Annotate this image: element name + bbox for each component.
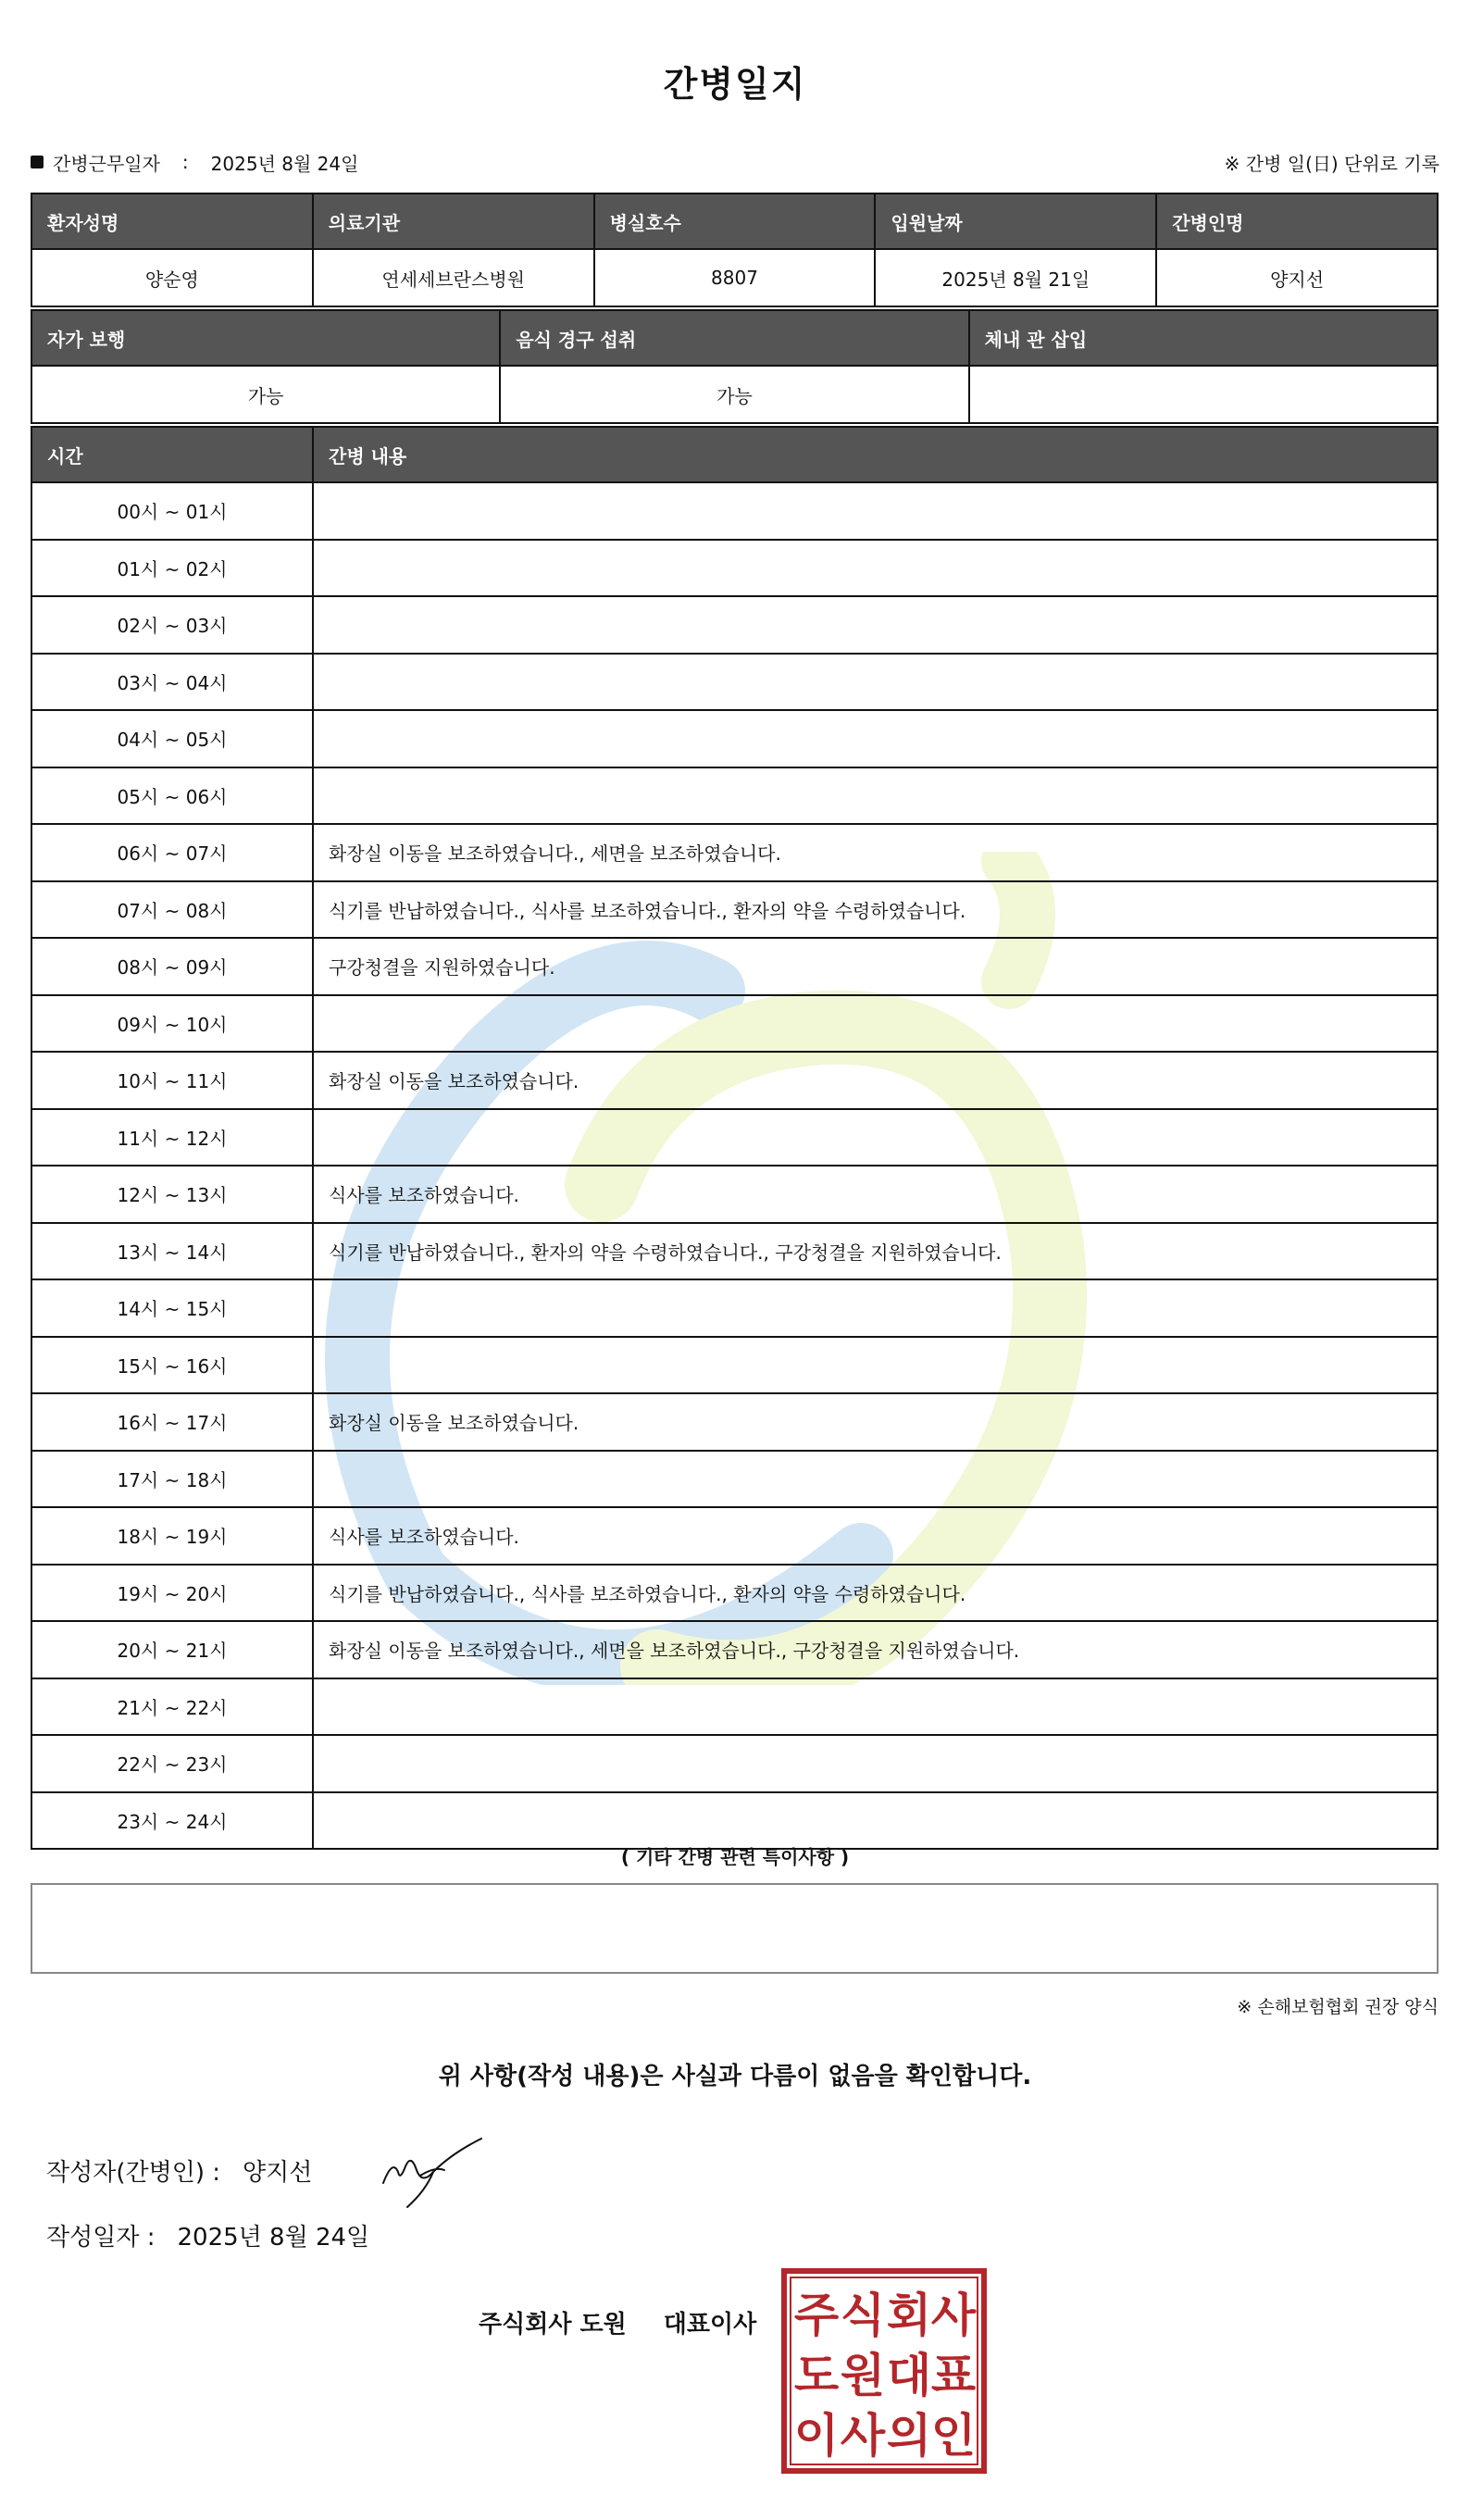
time-cell: 15시 ~ 16시: [31, 1337, 313, 1394]
content-cell: 화장실 이동을 보조하였습니다., 세면을 보조하였습니다.: [313, 824, 1438, 881]
content-cell: [313, 540, 1438, 597]
table-row: [31, 824, 1438, 881]
table-row: [31, 1223, 1438, 1280]
content-cell: [313, 1451, 1438, 1508]
document-title: 간병일지: [663, 64, 807, 105]
time-cell: 02시 ~ 03시: [31, 596, 313, 654]
daily-record-note: ※ 간병 일(日) 단위로 기록: [1224, 152, 1439, 175]
content-cell: [313, 596, 1438, 654]
content-cell: 식기를 반납하였습니다., 환자의 약을 수령하였습니다., 구강청결을 지원하였습니다.: [313, 1223, 1438, 1280]
svg-text:사: 사: [840, 2409, 886, 2463]
svg-text:표: 표: [930, 2349, 977, 2402]
writer-label: 작성자(간병인) :: [46, 2159, 221, 2187]
time-cell: 21시 ~ 22시: [31, 1678, 313, 1736]
header-patient-name: 환자성명: [31, 193, 313, 249]
header-tube-insertion: 체내 관 삽입: [969, 310, 1438, 366]
time-cell: 06시 ~ 07시: [31, 824, 313, 881]
content-cell: [313, 1337, 1438, 1394]
confirmation-statement: 위 사항(작성 내용)은 사실과 다름이 없음을 확인합니다.: [438, 2063, 1032, 2090]
table-row: [31, 1735, 1438, 1792]
time-cell: 08시 ~ 09시: [31, 938, 313, 995]
recommended-form-note: ※ 손해보험협회 권장 양식: [1237, 1997, 1439, 2017]
hourly-care-log-table: [31, 426, 1439, 1850]
time-cell: 00시 ~ 01시: [31, 482, 313, 540]
time-cell: 16시 ~ 17시: [31, 1393, 313, 1451]
log-header-row: [31, 427, 1438, 482]
work-date: [31, 149, 358, 176]
time-cell: 23시 ~ 24시: [31, 1792, 313, 1850]
time-cell: 09시 ~ 10시: [31, 995, 313, 1053]
svg-text:도: 도: [793, 2349, 840, 2402]
company-signature-line: [479, 2305, 756, 2339]
svg-text:주: 주: [793, 2289, 840, 2342]
table-row: [31, 1337, 1438, 1394]
table-row: [31, 767, 1438, 825]
written-date-value: 2025년 8월 24일: [177, 2224, 370, 2252]
content-cell: 구강청결을 지원하였습니다.: [313, 938, 1438, 995]
time-cell: 20시 ~ 21시: [31, 1621, 313, 1678]
table-row: [31, 482, 1438, 540]
svg-text:의: 의: [886, 2409, 932, 2463]
header-self-walking: 자가 보행: [31, 310, 500, 366]
caregiver-name: 양지선: [1156, 249, 1438, 306]
time-cell: 01시 ~ 02시: [31, 540, 313, 597]
written-date-label: 작성일자 :: [46, 2224, 156, 2252]
self-walking: 가능: [31, 366, 500, 423]
table-row: [31, 1621, 1438, 1678]
table-row: [31, 540, 1438, 597]
admission-date: 2025년 8월 21일: [875, 249, 1156, 306]
table-row: [31, 1565, 1438, 1622]
header-care-content: 간병 내용: [313, 427, 1438, 482]
table-row: [31, 1792, 1438, 1850]
svg-text:식: 식: [840, 2289, 886, 2342]
room-number: 8807: [594, 249, 876, 306]
content-cell: [313, 1279, 1438, 1337]
table-row: [31, 1393, 1438, 1451]
table-row: [31, 1507, 1438, 1565]
content-cell: [313, 482, 1438, 540]
content-cell: [313, 767, 1438, 825]
content-cell: 식기를 반납하였습니다., 식사를 보조하였습니다., 환자의 약을 수령하였습니다.: [313, 881, 1438, 939]
company-name: 주식회사 도원: [479, 2311, 627, 2339]
table-row: [31, 938, 1438, 995]
time-cell: 22시 ~ 23시: [31, 1735, 313, 1792]
work-date-colon: :: [181, 151, 189, 173]
content-cell: [313, 654, 1438, 711]
oral-intake: 가능: [500, 366, 968, 423]
patient-name: 양순영: [31, 249, 313, 306]
svg-text:이: 이: [793, 2409, 840, 2463]
content-cell: [313, 1678, 1438, 1736]
patient-info-table: [31, 193, 1439, 307]
header-time: 시간: [31, 427, 313, 482]
header-caregiver-name: 간병인명: [1156, 193, 1438, 249]
content-cell: 화장실 이동을 보조하였습니다.: [313, 1052, 1438, 1109]
content-cell: 식기를 반납하였습니다., 식사를 보조하였습니다., 환자의 약을 수령하였습니다.: [313, 1565, 1438, 1622]
patient-status-value-row: [31, 366, 1438, 423]
writer-name: 양지선: [243, 2159, 313, 2187]
table-row: [31, 1109, 1438, 1166]
header-admission-date: 입원날짜: [875, 193, 1156, 249]
work-date-value: 2025년 8월 24일: [210, 152, 359, 175]
header-room-number: 병실호수: [594, 193, 876, 249]
table-row: [31, 654, 1438, 711]
content-cell: [313, 710, 1438, 767]
time-cell: 19시 ~ 20시: [31, 1565, 313, 1622]
content-cell: [313, 1735, 1438, 1792]
table-row: [31, 1052, 1438, 1109]
svg-text:원: 원: [840, 2349, 886, 2402]
patient-info-value-row: [31, 249, 1438, 306]
handwritten-signature: [380, 2129, 500, 2213]
content-cell: 식사를 보조하였습니다.: [313, 1507, 1438, 1565]
time-cell: 14시 ~ 15시: [31, 1279, 313, 1337]
company-seal-stamp: [779, 2266, 989, 2476]
special-notes-title: ( 기타 간병 관련 특이사항 ): [620, 1846, 850, 1868]
time-cell: 10시 ~ 11시: [31, 1052, 313, 1109]
table-row: [31, 1678, 1438, 1736]
patient-status-table: [31, 309, 1439, 424]
time-cell: 04시 ~ 05시: [31, 710, 313, 767]
table-row: [31, 1279, 1438, 1337]
time-cell: 05시 ~ 06시: [31, 767, 313, 825]
time-cell: 17시 ~ 18시: [31, 1451, 313, 1508]
company-representative-title: 대표이사: [663, 2311, 757, 2339]
table-row: [31, 710, 1438, 767]
svg-text:회: 회: [886, 2289, 932, 2342]
table-row: [31, 881, 1438, 939]
patient-status-header-row: [31, 310, 1438, 366]
header-oral-intake: 음식 경구 섭취: [500, 310, 968, 366]
work-date-label: 간병근무일자: [53, 152, 160, 175]
meta-row: [31, 148, 1439, 176]
content-cell: [313, 1792, 1438, 1850]
time-cell: 03시 ~ 04시: [31, 654, 313, 711]
time-cell: 13시 ~ 14시: [31, 1223, 313, 1280]
hospital: 연세세브란스병원: [313, 249, 594, 306]
table-row: [31, 596, 1438, 654]
content-cell: [313, 995, 1438, 1053]
content-cell: 식사를 보조하였습니다.: [313, 1166, 1438, 1223]
tube-insertion: [969, 366, 1438, 423]
svg-text:인: 인: [930, 2409, 977, 2463]
table-row: [31, 995, 1438, 1053]
time-cell: 07시 ~ 08시: [31, 881, 313, 939]
content-cell: [313, 1109, 1438, 1166]
patient-info-header-row: [31, 193, 1438, 249]
header-hospital: 의료기관: [313, 193, 594, 249]
content-cell: 화장실 이동을 보조하였습니다.: [313, 1393, 1438, 1451]
time-cell: 18시 ~ 19시: [31, 1507, 313, 1565]
square-bullet-icon: [31, 156, 44, 168]
svg-text:사: 사: [930, 2289, 977, 2342]
time-cell: 12시 ~ 13시: [31, 1166, 313, 1223]
table-row: [31, 1166, 1438, 1223]
written-date-line: [46, 2218, 369, 2252]
svg-text:대: 대: [886, 2349, 932, 2402]
table-row: [31, 1451, 1438, 1508]
special-notes-box: [31, 1883, 1439, 1974]
time-cell: 11시 ~ 12시: [31, 1109, 313, 1166]
writer-line: [46, 2153, 312, 2188]
content-cell: 화장실 이동을 보조하였습니다., 세면을 보조하였습니다., 구강청결을 지원하였습니다.: [313, 1621, 1438, 1678]
